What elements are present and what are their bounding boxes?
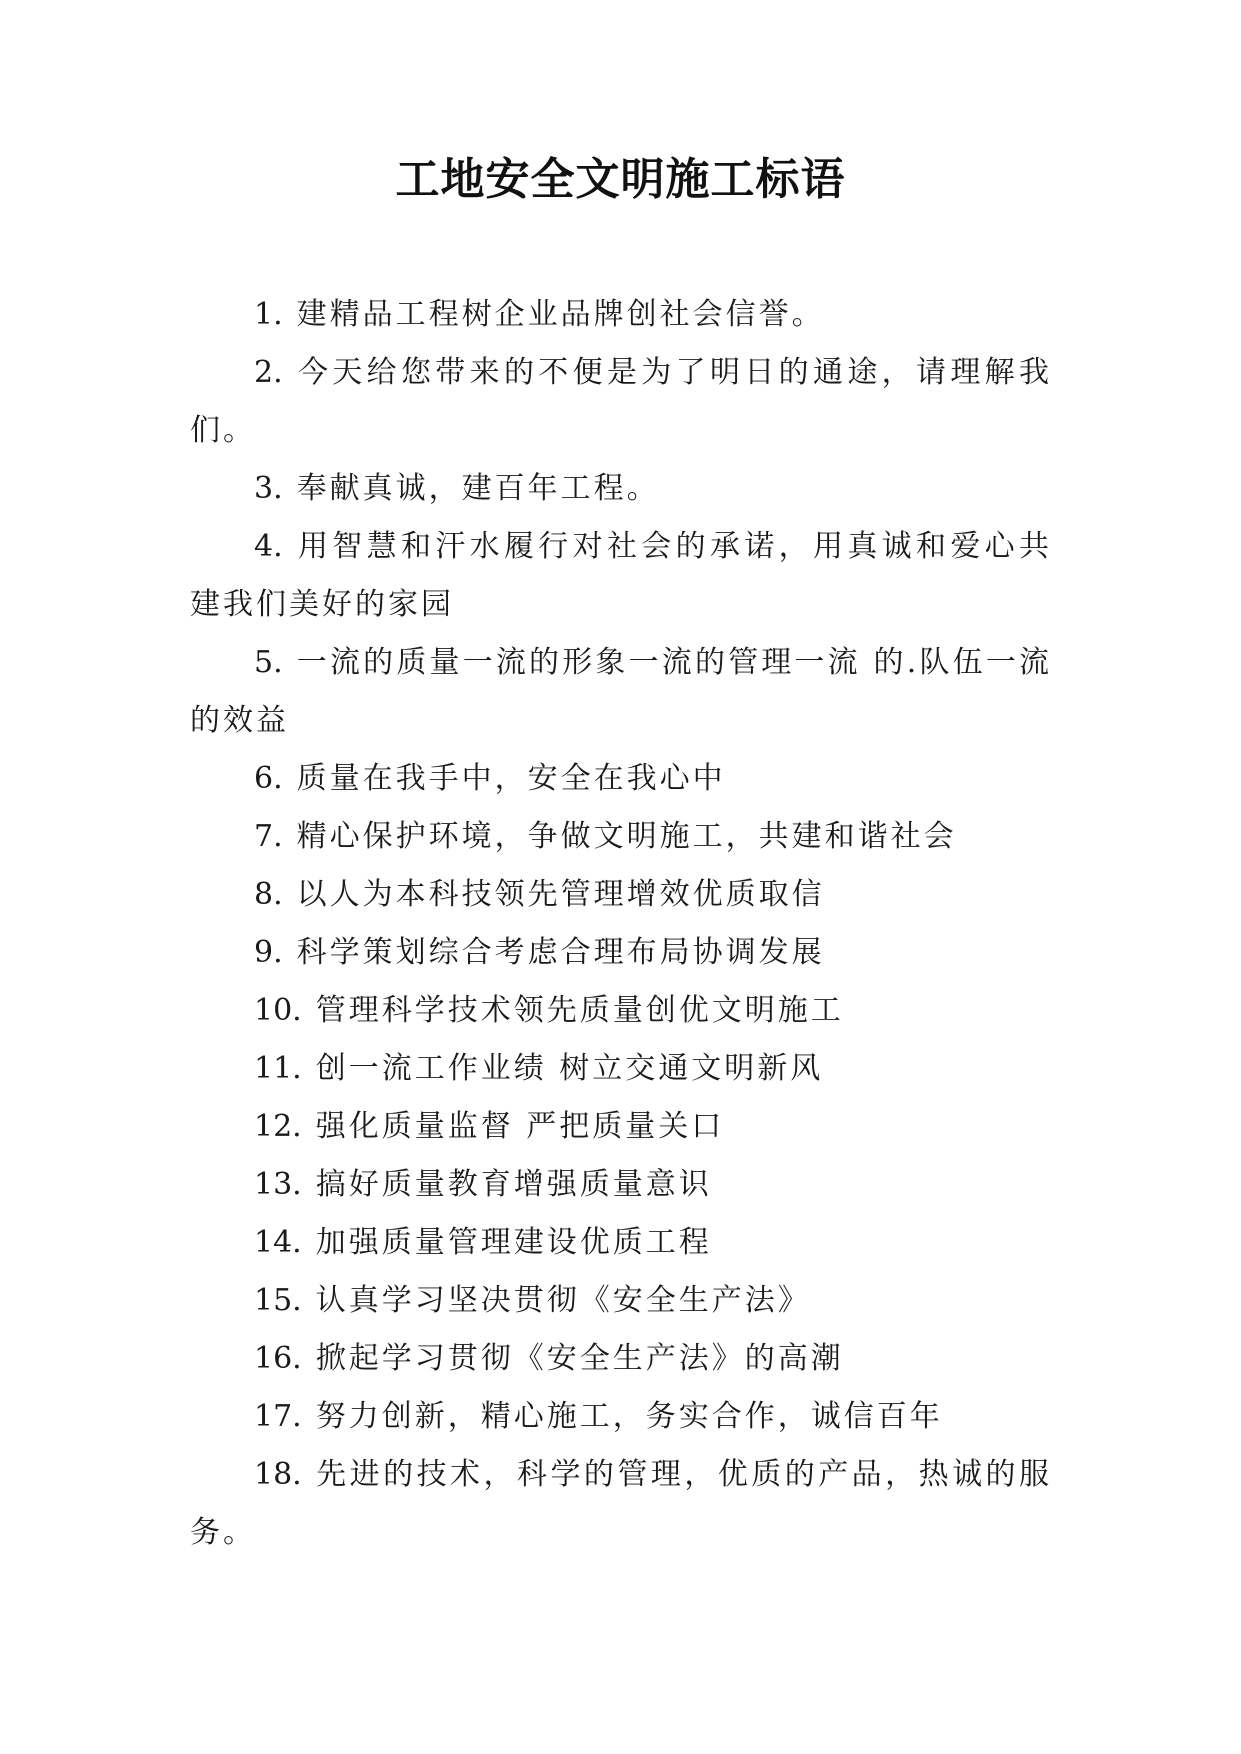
- item-text: 今天给您带来的不便是为了明日的通途，请理解我们。: [190, 355, 1052, 448]
- list-item: [190, 634, 1052, 750]
- item-number: 6.: [254, 761, 283, 796]
- item-number: 5.: [254, 645, 283, 680]
- item-text: 加强质量管理建设优质工程: [315, 1225, 712, 1260]
- list-item: [190, 982, 1052, 1040]
- item-number: 18.: [254, 1457, 302, 1492]
- item-number: 17.: [254, 1399, 302, 1434]
- item-text: 创一流工作业绩 树立交通文明新风: [315, 1051, 824, 1086]
- item-number: 3.: [254, 471, 283, 506]
- list-item: [190, 1330, 1052, 1388]
- list-item: [190, 1098, 1052, 1156]
- list-item: [190, 1040, 1052, 1098]
- item-text: 认真学习坚决贯彻《安全生产法》: [315, 1283, 811, 1318]
- list-item: [190, 344, 1052, 460]
- item-number: 8.: [254, 877, 283, 912]
- list-item: [190, 286, 1052, 344]
- list-item: [190, 1446, 1052, 1562]
- item-text: 建精品工程树企业品牌创社会信誉。: [296, 297, 825, 332]
- item-number: 16.: [254, 1341, 302, 1376]
- list-item: [190, 1388, 1052, 1446]
- item-text: 管理科学技术领先质量创优文明施工: [315, 993, 844, 1028]
- item-text: 质量在我手中，安全在我心中: [296, 761, 726, 796]
- list-item: [190, 1156, 1052, 1214]
- list-item: [190, 1272, 1052, 1330]
- list-item: [190, 518, 1052, 634]
- list-item: [190, 866, 1052, 924]
- item-text: 强化质量监督 严把质量关口: [315, 1109, 725, 1144]
- item-number: 1.: [254, 297, 283, 332]
- list-item: [190, 924, 1052, 982]
- item-text: 一流的质量一流的形象一流的管理一流 的.队伍一流的效益: [190, 645, 1052, 738]
- item-number: 11.: [254, 1051, 302, 1086]
- item-number: 15.: [254, 1283, 302, 1318]
- item-number: 4.: [254, 529, 283, 564]
- item-number: 7.: [254, 819, 283, 854]
- item-number: 9.: [254, 935, 283, 970]
- item-text: 科学策划综合考虑合理布局协调发展: [296, 935, 825, 970]
- item-text: 用智慧和汗水履行对社会的承诺，用真诚和爱心共建我们美好的家园: [190, 529, 1052, 622]
- item-number: 14.: [254, 1225, 302, 1260]
- list-item: [190, 808, 1052, 866]
- item-number: 12.: [254, 1109, 302, 1144]
- item-text: 搞好质量教育增强质量意识: [315, 1167, 712, 1202]
- item-text: 掀起学习贯彻《安全生产法》的高潮: [315, 1341, 844, 1376]
- item-text: 以人为本科技领先管理增效优质取信: [296, 877, 825, 912]
- list-item: [190, 1214, 1052, 1272]
- item-text: 精心保护环境，争做文明施工，共建和谐社会: [296, 819, 957, 854]
- item-text: 先进的技术，科学的管理，优质的产品，热诚的服务。: [190, 1457, 1052, 1550]
- slogan-list: [190, 286, 1052, 1562]
- list-item: [190, 460, 1052, 518]
- item-number: 13.: [254, 1167, 302, 1202]
- item-text: 努力创新，精心施工，务实合作，诚信百年: [315, 1399, 943, 1434]
- item-text: 奉献真诚，建百年工程。: [296, 471, 660, 506]
- item-number: 2.: [254, 355, 283, 390]
- list-item: [190, 750, 1052, 808]
- item-number: 10.: [254, 993, 302, 1028]
- page-title: 工地安全文明施工标语: [395, 154, 846, 205]
